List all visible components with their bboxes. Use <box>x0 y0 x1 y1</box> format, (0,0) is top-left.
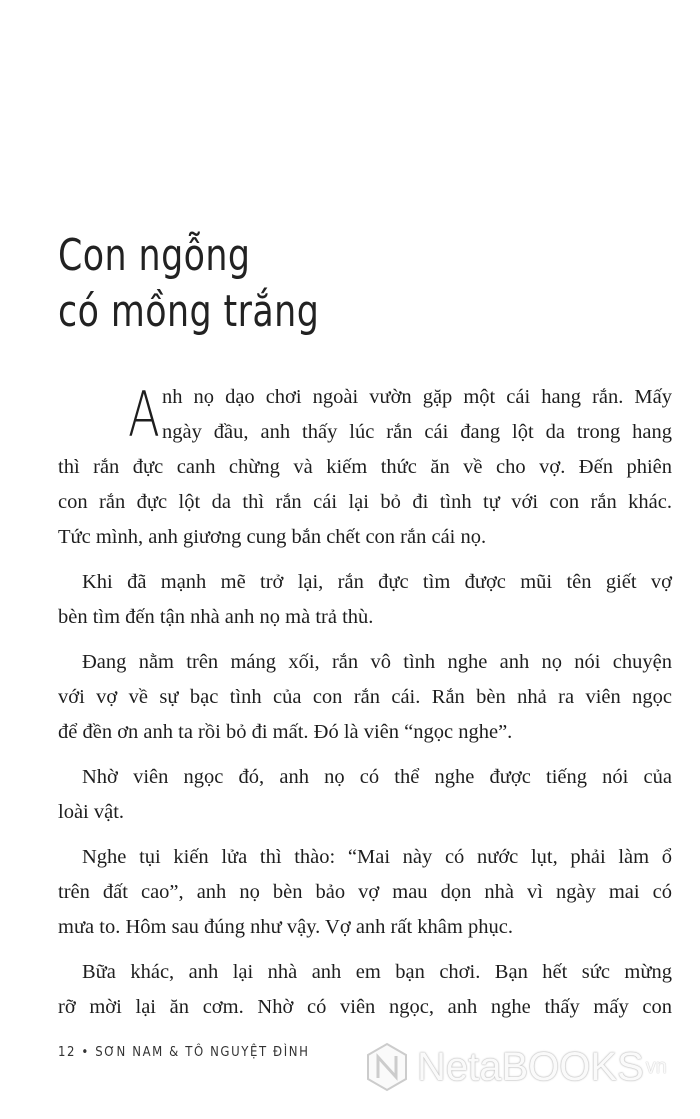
text-line: rỡ mời lại ăn cơm. Nhờ có viên ngọc, anh nghe thấy mấy con <box>58 996 672 1018</box>
paragraph <box>58 565 672 635</box>
watermark <box>365 1042 667 1092</box>
text-line: nh nọ dạo chơi ngoài vườn gặp một cái hang rắn. Mấy <box>162 386 672 408</box>
text-line: ngày đầu, anh thấy lúc rắn cái đang lột da trong hang <box>162 421 672 443</box>
text-line: bèn tìm đến tận nhà anh nọ mà trả thù. <box>58 606 374 628</box>
text-line: Tức mình, anh giương cung bắn chết con rắn cái nọ. <box>58 526 487 548</box>
text-line: trên đất cao”, anh nọ bèn bảo vợ mau dọn nhà vì ngày mai có <box>58 881 672 903</box>
drop-cap: A <box>128 378 160 451</box>
paragraph <box>58 760 672 830</box>
watermark-tld: vn <box>645 1055 667 1078</box>
text-line: mưa to. Hôm sau đúng như vậy. Vợ anh rất khâm phục. <box>58 916 513 938</box>
text-line: Nghe tụi kiến lửa thì thào: “Mai này có nước lụt, phải làm ổ <box>82 846 672 868</box>
chapter-title-line: có mồng trắng <box>58 286 320 337</box>
paragraph <box>58 840 672 945</box>
text-line: Đang nằm trên máng xối, rắn vô tình nghe anh nọ nói chuyện <box>82 651 672 673</box>
paragraph <box>58 955 672 1025</box>
text-line: con rắn đực lột da thì rắn cái lại bỏ đi tình tự với con rắn khác. <box>58 491 672 513</box>
netabooks-logo-icon <box>365 1042 409 1092</box>
running-footer <box>58 1045 309 1060</box>
footer-authors: SƠN NAM & TÔ NGUYỆT ĐÌNH <box>95 1045 310 1060</box>
body-text <box>58 380 672 1035</box>
text-line: để đền ơn anh ta rồi bỏ đi mất. Đó là viên “ngọc nghe”. <box>58 721 513 743</box>
chapter-title-line: Con ngỗng <box>58 230 251 281</box>
text-line: thì rắn đực canh chừng và kiếm thức ăn về cho vợ. Đến phiên <box>58 456 672 478</box>
text-line: loài vật. <box>58 801 125 823</box>
text-line: Khi đã mạnh mẽ trở lại, rắn đực tìm được mũi tên giết vợ <box>82 571 672 593</box>
footer-separator: • <box>81 1045 90 1060</box>
text-line: với vợ về sự bạc tình của con rắn cái. Rắn bèn nhả ra viên ngọc <box>58 686 672 708</box>
paragraph <box>58 645 672 750</box>
text-line: Bữa khác, anh lại nhà anh em bạn chơi. Bạn hết sức mừng <box>82 961 672 983</box>
chapter-title <box>58 228 355 340</box>
text-line: Nhờ viên ngọc đó, anh nọ có thể nghe được tiếng nói của <box>82 766 672 788</box>
page-number: 12 <box>58 1045 77 1060</box>
watermark-name: NetaBOOKS <box>417 1044 644 1089</box>
